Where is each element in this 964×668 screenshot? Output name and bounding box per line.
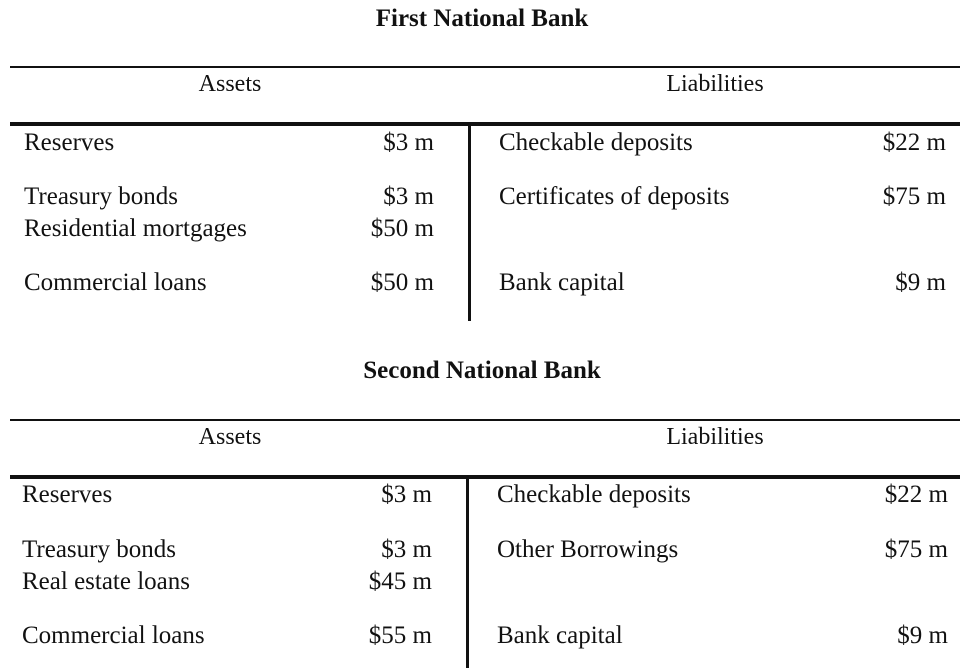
first-bank-asset-row bbox=[24, 182, 434, 212]
first-bank-liabilities-header: Liabilities bbox=[666, 71, 764, 97]
liability-value: $9 m bbox=[895, 269, 946, 296]
first-bank-assets-header: Assets bbox=[198, 71, 262, 97]
asset-label: Real estate loans bbox=[22, 568, 190, 595]
asset-value: $50 m bbox=[370, 215, 434, 242]
first-bank-title: First National Bank bbox=[375, 5, 589, 32]
first-bank-divider bbox=[468, 124, 471, 321]
second-bank-header-rule bbox=[10, 475, 960, 479]
asset-label: Treasury bonds bbox=[22, 536, 176, 563]
liability-label: Checkable deposits bbox=[497, 481, 691, 508]
asset-label: Commercial loans bbox=[24, 269, 207, 296]
first-bank-asset-row bbox=[24, 128, 434, 158]
liability-label: Other Borrowings bbox=[497, 536, 679, 563]
liability-label: Bank capital bbox=[499, 269, 625, 296]
asset-label: Reserves bbox=[24, 129, 115, 156]
asset-label: Commercial loans bbox=[22, 622, 205, 649]
second-bank-liability-row bbox=[497, 621, 948, 651]
asset-value: $50 m bbox=[370, 269, 434, 296]
second-bank-asset-row bbox=[22, 621, 432, 651]
second-bank-title: Second National Bank bbox=[363, 357, 601, 384]
asset-value: $3 m bbox=[381, 536, 432, 563]
second-bank-asset-row bbox=[22, 567, 432, 597]
liability-label: Checkable deposits bbox=[499, 129, 693, 156]
second-bank-top-rule bbox=[10, 419, 960, 421]
liability-value: $22 m bbox=[882, 129, 946, 156]
asset-label: Reserves bbox=[22, 481, 113, 508]
liability-label: Bank capital bbox=[497, 622, 623, 649]
liability-label: Certificates of deposits bbox=[499, 183, 730, 210]
first-bank-liability-row bbox=[499, 128, 946, 158]
second-bank-liability-row bbox=[497, 535, 948, 565]
asset-label: Residential mortgages bbox=[24, 215, 247, 242]
asset-value: $45 m bbox=[368, 568, 432, 595]
second-bank-assets-header: Assets bbox=[198, 424, 262, 450]
second-bank-asset-row bbox=[22, 535, 432, 565]
second-bank-liabilities-header: Liabilities bbox=[666, 424, 764, 450]
asset-value: $3 m bbox=[383, 129, 434, 156]
liability-value: $22 m bbox=[884, 481, 948, 508]
first-bank-asset-row bbox=[24, 214, 434, 244]
asset-value: $3 m bbox=[383, 183, 434, 210]
first-bank-top-rule bbox=[10, 66, 960, 68]
asset-label: Treasury bonds bbox=[24, 183, 178, 210]
asset-value: $3 m bbox=[381, 481, 432, 508]
liability-value: $75 m bbox=[882, 183, 946, 210]
liability-value: $9 m bbox=[897, 622, 948, 649]
second-bank-asset-row bbox=[22, 480, 432, 510]
first-bank-liability-row bbox=[499, 268, 946, 298]
liability-value: $75 m bbox=[884, 536, 948, 563]
asset-value: $55 m bbox=[368, 622, 432, 649]
first-bank-asset-row bbox=[24, 268, 434, 298]
second-bank-liability-row bbox=[497, 480, 948, 510]
first-bank-liability-row bbox=[499, 182, 946, 212]
second-bank-divider bbox=[466, 477, 469, 668]
first-bank-header-rule bbox=[10, 122, 960, 126]
